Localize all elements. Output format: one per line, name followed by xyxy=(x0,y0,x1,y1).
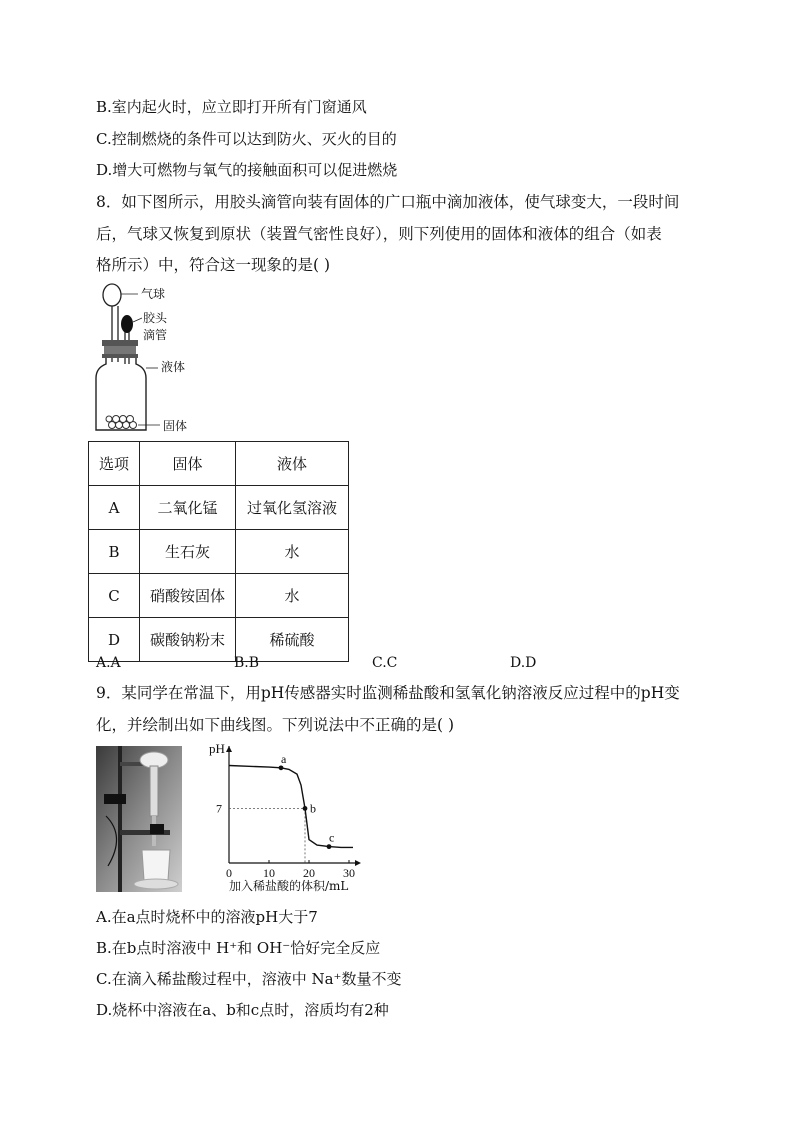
table-header-row xyxy=(89,442,349,486)
label-dropper-1: 胶头 xyxy=(143,311,168,325)
table-header: 选项 xyxy=(89,442,140,486)
table-cell: 硝酸铵固体 xyxy=(140,574,236,618)
q8-choice-a: A.A xyxy=(96,655,121,671)
table-row xyxy=(89,618,349,662)
chart-x-label: 加入稀盐酸的体积/mL xyxy=(229,879,349,893)
point-label-b: b xyxy=(310,801,316,816)
table-header: 液体 xyxy=(236,442,349,486)
label-liquid: 液体 xyxy=(161,360,186,374)
q8-stem-line-2: 后，气球又恢复到原状（装置气密性良好），则下列使用的固体和液体的组合（如表 xyxy=(96,225,662,243)
table-cell: B xyxy=(89,530,140,574)
ph-sensor-apparatus-photo xyxy=(96,746,182,892)
table-header: 固体 xyxy=(140,442,236,486)
q9-option-c: C.在滴入稀盐酸过程中，溶液中 Na⁺数量不变 xyxy=(96,970,402,988)
x-tick-label: 0 xyxy=(226,866,232,880)
table-cell: 稀硫酸 xyxy=(236,618,349,662)
label-solid: 固体 xyxy=(163,419,188,433)
q8-stem-line-1: 8．如下图所示，用胶头滴管向装有固体的广口瓶中滴加液体，使气球变大，一段时间 xyxy=(96,193,680,211)
prev-option-d: D.增大可燃物与氧气的接触面积可以促进燃烧 xyxy=(96,161,398,179)
q9-stem-line-2: 化，并绘制出如下曲线图。下列说法中不正确的是( ) xyxy=(96,716,455,734)
q8-choice-b: B.B xyxy=(234,655,260,671)
y-axis-arrow-icon xyxy=(226,746,232,752)
ph-curve-line xyxy=(229,766,353,848)
q9-stem-line-1: 9．某同学在常温下，用pH传感器实时监测稀盐酸和氢氧化钠溶液反应过程中的pH变 xyxy=(96,684,680,702)
label-dropper-2: 滴管 xyxy=(143,328,168,342)
q8-choice-d: D.D xyxy=(510,655,537,671)
balloon-icon xyxy=(103,284,121,306)
table-cell: 碳酸钠粉末 xyxy=(140,618,236,662)
table-cell: 二氧化锰 xyxy=(140,486,236,530)
prev-option-b: B.室内起火时，应立即打开所有门窗通风 xyxy=(96,98,367,116)
q9-option-b: B.在b点时溶液中 H⁺和 OH⁻恰好完全反应 xyxy=(96,939,381,957)
x-tick-label: 20 xyxy=(303,866,315,880)
prev-option-c: C.控制燃烧的条件可以达到防火、灭火的目的 xyxy=(96,130,397,148)
x-tick-label: 30 xyxy=(343,866,355,880)
q8-options-table xyxy=(88,441,349,662)
dropper-bulb-icon xyxy=(121,315,133,333)
table-cell: 水 xyxy=(236,530,349,574)
table-cell: A xyxy=(89,486,140,530)
point-a xyxy=(279,765,284,770)
chart-plot-area xyxy=(216,746,361,880)
q8-stem-line-3: 格所示）中，符合这一现象的是( ) xyxy=(96,256,331,274)
table-row xyxy=(89,486,349,530)
point-label-c: c xyxy=(329,830,335,845)
label-balloon: 气球 xyxy=(141,287,166,301)
q8-choice-c: C.C xyxy=(372,655,398,671)
q9-option-d: D.烧杯中溶液在a、b和c点时，溶质均有2种 xyxy=(96,1001,389,1019)
ph-curve-chart xyxy=(205,742,380,894)
point-label-a: a xyxy=(281,751,287,766)
table-cell: C xyxy=(89,574,140,618)
table-row xyxy=(89,574,349,618)
table-cell: 水 xyxy=(236,574,349,618)
table-cell: D xyxy=(89,618,140,662)
point-c xyxy=(327,844,332,849)
table-row xyxy=(89,530,349,574)
x-axis-arrow-icon xyxy=(355,860,361,866)
table-cell: 生石灰 xyxy=(140,530,236,574)
q9-option-a: A.在a点时烧杯中的溶液pH大于7 xyxy=(96,908,318,926)
q8-apparatus-figure xyxy=(90,282,210,434)
chart-y-label: pH xyxy=(209,741,225,756)
y-tick-label-7: 7 xyxy=(216,801,222,816)
point-b xyxy=(303,806,308,811)
x-tick-label: 10 xyxy=(263,866,275,880)
table-cell: 过氧化氢溶液 xyxy=(236,486,349,530)
